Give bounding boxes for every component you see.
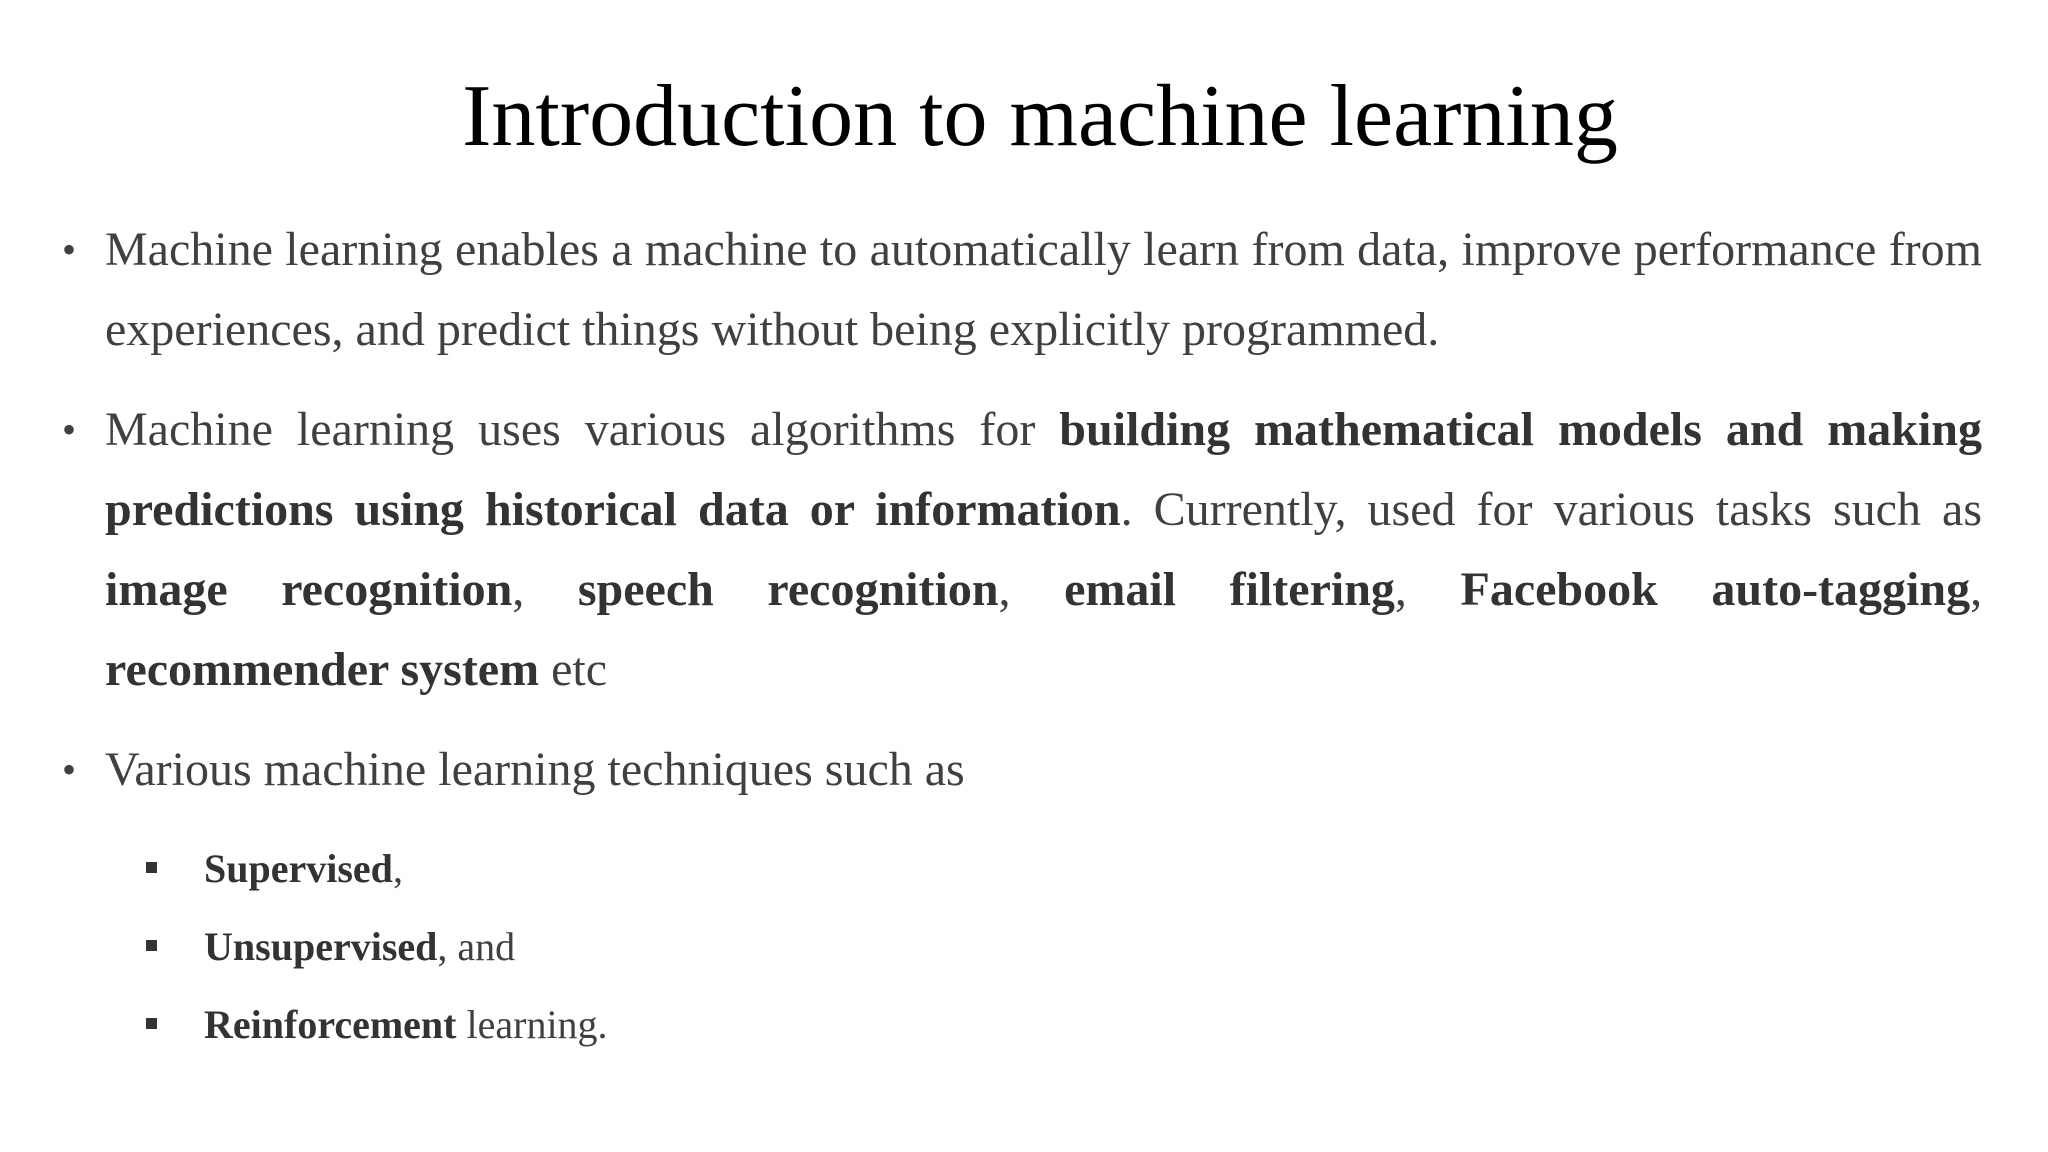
bold-text-run: Facebook auto-tagging [1460, 563, 1971, 616]
slide-body [62, 210, 1982, 1064]
technique-item-supervised [62, 830, 1982, 908]
technique-suffix: learning. [456, 1002, 608, 1047]
square-bullet-icon [146, 862, 157, 873]
technique-name: Supervised [204, 846, 393, 891]
technique-item-reinforcement [62, 986, 1982, 1064]
bullet-text [105, 223, 1982, 356]
bold-text-run: email filtering [1064, 563, 1395, 616]
square-bullet-icon [146, 940, 157, 951]
bullet-dot-icon: • [62, 407, 77, 452]
technique-name: Reinforcement [204, 1002, 457, 1047]
square-bullet-icon [146, 1018, 157, 1029]
text-run: . Currently, used for various tasks such as [1120, 483, 1982, 536]
bullet-item [62, 730, 1982, 810]
bold-text-run: image recognition [105, 563, 513, 616]
text-run: , [1394, 563, 1461, 616]
bold-text-run: recommender system [105, 643, 540, 696]
text-run: , [1970, 563, 1983, 616]
text-run: Various machine learning techniques such as [105, 743, 965, 796]
bold-text-run: building mathematical models and making predictions using historical data or information [105, 403, 1982, 536]
technique-suffix: , and [437, 924, 516, 969]
bullet-text [105, 403, 1982, 696]
bullet-dot-icon: • [62, 227, 77, 272]
technique-suffix: , [392, 846, 403, 891]
slide-title: Introduction to machine learning [462, 68, 1618, 165]
text-run: Machine learning enables a machine to automatically learn from data, improve performance from experiences, and predict things without being explicitly programmed. [105, 223, 1982, 356]
technique-name: Unsupervised [204, 924, 438, 969]
technique-list [62, 830, 1982, 1064]
bullet-dot-icon: • [62, 747, 77, 792]
bullet-item [62, 390, 1982, 710]
text-run: etc [539, 643, 608, 696]
bold-text-run: speech recognition [577, 563, 999, 616]
text-run: , [512, 563, 578, 616]
bullet-item [62, 210, 1982, 370]
text-run: , [998, 563, 1065, 616]
technique-item-unsupervised [62, 908, 1982, 986]
bullet-text [105, 743, 965, 796]
text-run: Machine learning uses various algorithms for [105, 403, 1060, 456]
